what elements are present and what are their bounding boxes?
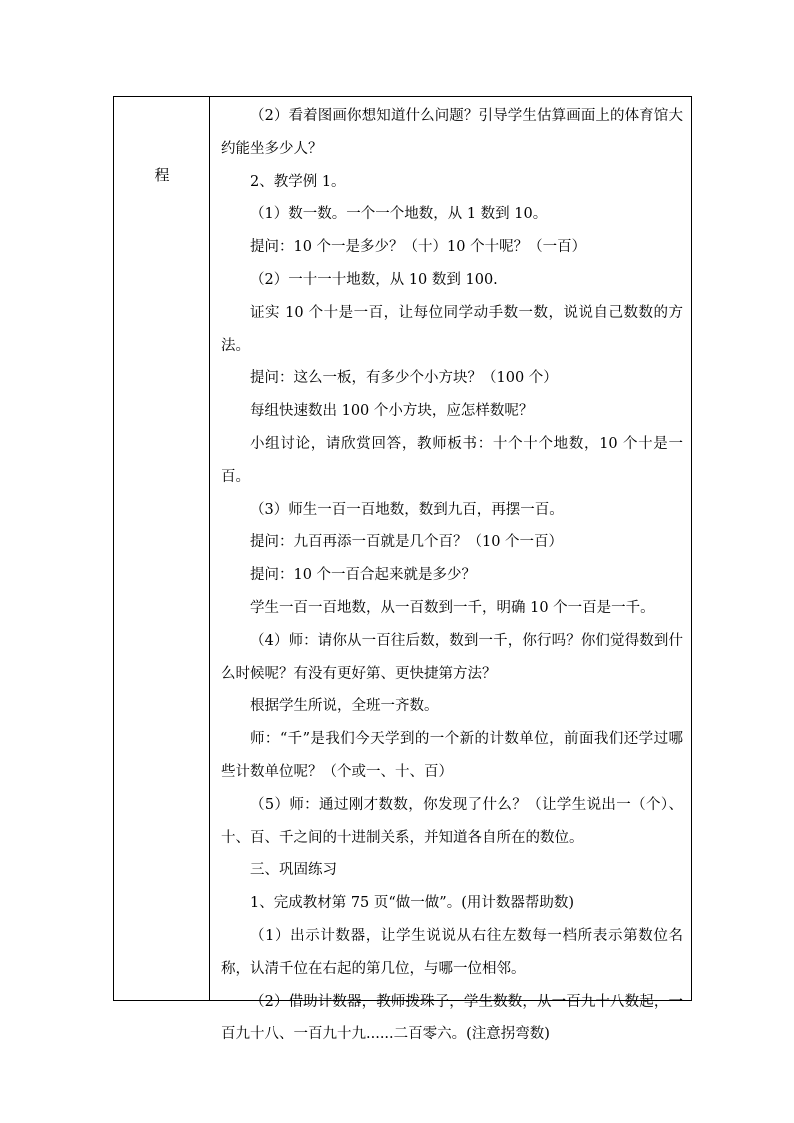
paragraph: （3）师生一百一百地数，数到九百，再摆一百。 [250, 501, 564, 518]
paragraph: 师：“千”是我们今天学到的一个新的计数单位，前面我们还学过哪些计数单位呢？（个或一、十、百） [221, 731, 683, 780]
paragraph: 小组讨论，请欣赏回答，教师板书：十个十个地数，10 个十是一百。 [221, 435, 683, 485]
lesson-plan-table [113, 96, 692, 1043]
paragraph: 学生一百一百地数，从一百数到一千，明确 10 个一百是一千。 [250, 599, 655, 616]
paragraph: 提问：九百再添一百就是几个百？（10 个一百） [250, 534, 564, 551]
paragraph: 提问：这么一板，有多少个小方块？（100 个） [250, 370, 558, 387]
paragraph: （1）出示计数器，让学生说说从右往左数每一档所表示第数位名称，认清千位在右起的第几位，与哪一位相邻。 [221, 927, 683, 977]
paragraph: （2）借助计数器，教师拨珠子，学生数数，从一百九十八数起，一百九十八、一百九十九......二百零六。(注意拐弯数) [221, 993, 683, 1043]
paragraph: 根据学生所说，全班一齐数。 [250, 698, 439, 715]
paragraph: 提问：10 个一是多少？（十）10 个十呢？（一百） [250, 239, 587, 256]
section-label: 程 [154, 166, 170, 184]
paragraph: （5）师：通过刚才数数，你发现了什么？（让学生说出一（个）、十、百、千之间的十进制关系，并知道各自所在的数位。 [221, 796, 683, 846]
paragraph: （4）师：请你从一百往后数，数到一千，你行吗？你们觉得数到什么时候呢？有没有更好第、更快捷第方法？ [221, 632, 683, 682]
paragraph: 提问：10 个一百合起来就是多少？ [250, 567, 477, 584]
paragraph: 证实 10 个十是一百，让每位同学动手数一数，说说自己数数的方法。 [221, 304, 683, 354]
paragraph: （2）看着图画你想知道什么问题？引导学生估算画面上的体育馆大约能坐多少人？ [221, 108, 683, 157]
paragraph: 三、巩固练习 [250, 862, 337, 879]
paragraph: 每组快速数出 100 个小方块，应怎样数呢？ [250, 403, 534, 420]
paragraph: （2）一十一十地数，从 10 数到 100. [250, 271, 498, 288]
section-label-column [114, 97, 210, 1000]
paragraph: 1、完成教材第 75 页“做一做”。(用计数器帮助数) [250, 895, 575, 912]
lesson-content [211, 97, 691, 1051]
paragraph: 2、教学例 1。 [250, 173, 346, 190]
paragraph: （1）数一数。一个一个地数，从 1 数到 10。 [250, 206, 548, 223]
